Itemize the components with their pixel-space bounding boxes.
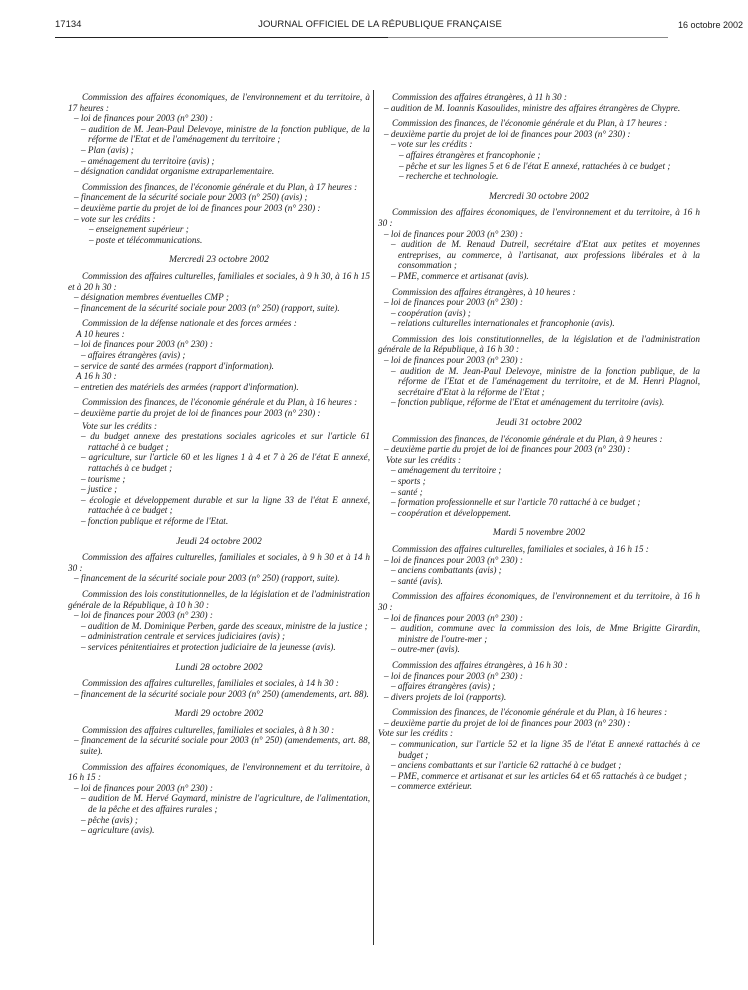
list-item: – financement de la sécurité sociale pour 2003 (n° 250) (rapport, suite).: [74, 302, 340, 313]
commission-heading: Commission des finances, de l'économie générale et du Plan, à 16 heures :: [392, 707, 668, 718]
list-item: – poste et télécommunications.: [89, 234, 203, 245]
commission-heading: Commission des affaires économiques, de l'environnement et du territoire, à 16 h 15 :: [68, 761, 370, 783]
commission-heading: Commission des affaires culturelles, familiales et sociales, à 16 h 15 :: [392, 543, 649, 554]
list-item: – loi de finances pour 2003 (n° 230) :: [74, 610, 213, 621]
list-item: – affaires étrangères (avis) ;: [391, 681, 496, 692]
right-column: [378, 87, 700, 792]
list-item: – loi de finances pour 2003 (n° 230) :: [384, 297, 523, 308]
list-item: – aménagement du territoire (avis) ;: [81, 155, 215, 166]
list-item: – recherche et technologie.: [399, 171, 499, 182]
day-heading: Mardi 29 octobre 2002: [174, 708, 264, 720]
list-item: – santé ;: [391, 486, 423, 497]
list-item: – deuxième partie du projet de loi de finances pour 2003 (n° 230) :: [384, 128, 631, 139]
list-item: – vote sur les crédits :: [391, 139, 473, 150]
list-item: – affaires étrangères et francophonie ;: [399, 149, 541, 160]
header-rule-light: [388, 37, 668, 38]
list-item: – entretien des matériels des armées (rapport d'information).: [74, 381, 299, 392]
list-item: – deuxième partie du projet de loi de finances pour 2003 (n° 230) :: [74, 408, 321, 419]
day-heading: Jeudi 24 octobre 2002: [176, 535, 262, 547]
page-number: 17134: [55, 19, 82, 30]
list-item: – audition de M. Jean-Paul Delevoye, ministre de la fonction publique, de la réforme de l'Etat et de l'aménagement du territoire, et de M. Henri Plagnol, secrétaire d'Etat à la réforme de l'Etat ;: [391, 365, 700, 397]
list-item: – désignation membres éventuelles CMP ;: [74, 292, 229, 303]
list-item: – financement de la sécurité sociale pour 2003 (n° 250) (rapport, suite).: [74, 573, 340, 584]
list-item: – audition de M. Jean-Paul Delevoye, ministre de la fonction publique, de la réforme de l'Etat et de l'aménagement du territoire ;: [81, 123, 370, 145]
commission-heading: Commission des affaires culturelles, familiales et sociales, à 9 h 30 et à 14 h 30 :: [68, 552, 370, 573]
commission-heading: Commission des affaires économiques, de l'environnement et du territoire, à 16 h 30 :: [378, 207, 700, 228]
list-item: – du budget annexe des prestations sociales agricoles et sur l'article 61 rattaché à ce budget ;: [81, 431, 370, 452]
commission-heading: Commission des finances, de l'économie générale et du Plan, à 16 heures :: [82, 397, 358, 408]
list-item: – deuxième partie du projet de loi de finances pour 2003 (n° 230) :: [384, 444, 631, 455]
list-item: – enseignement supérieur ;: [89, 224, 189, 235]
list-item: – désignation candidat organisme extraparlementaire.: [74, 166, 275, 177]
time-subheading: Vote sur les crédits :: [386, 454, 462, 465]
list-item: – relations culturelles internationales et francophonie (avis).: [391, 318, 615, 329]
list-item: – anciens combattants (avis) ;: [391, 565, 502, 576]
list-item: – audition de M. Dominique Perben, garde des sceaux, ministre de la justice ;: [81, 620, 368, 631]
list-item: – outre-mer (avis).: [391, 644, 460, 655]
commission-heading: Commission des finances, de l'économie générale et du Plan, à 17 heures :: [392, 118, 668, 129]
commission-heading: Commission de la défense nationale et des forces armées :: [82, 318, 297, 329]
list-item: – justice ;: [81, 484, 118, 495]
list-item: – Plan (avis) ;: [81, 144, 134, 155]
list-item: – vote sur les crédits :: [74, 213, 156, 224]
list-item: – PME, commerce et artisanat et sur les articles 64 et 65 rattachés à ce budget ;: [391, 770, 687, 781]
list-item: – financement de la sécurité sociale pour 2003 (n° 250) (amendements, art. 88, suite).: [74, 735, 370, 757]
list-item: – divers projets de loi (rapports).: [384, 691, 507, 702]
commission-heading: Commission des affaires culturelles, familiales et sociales, à 9 h 30, à 16 h 15 et à 20 h 30 :: [68, 270, 370, 292]
list-item: – pêche et sur les lignes 5 et 6 de l'état E annexé, rattachées à ce budget ;: [399, 160, 671, 171]
list-item: – services pénitentiaires et protection judiciaire de la jeunesse (avis).: [81, 641, 336, 652]
list-item: – coopération et développement.: [391, 507, 511, 518]
commission-heading: Commission des affaires culturelles, familiales et sociales, à 14 h 30 :: [82, 678, 339, 689]
left-column: [68, 87, 370, 836]
list-item: – deuxième partie du projet de loi de finances pour 2003 (n° 230) :: [384, 717, 631, 728]
list-item: – tourisme ;: [81, 473, 126, 484]
list-item: – anciens combattants et sur l'article 62 rattaché à ce budget ;: [391, 760, 622, 771]
commission-heading: Commission des finances, de l'économie générale et du Plan, à 9 heures :: [392, 433, 663, 444]
time-subheading: A 10 heures :: [76, 328, 125, 339]
list-item: – coopération (avis) ;: [391, 307, 471, 318]
list-item: – sports ;: [391, 476, 426, 486]
commission-heading: Commission des lois constitutionnelles, de la législation et de l'administration générale de la République, à 10 h 30 :: [68, 588, 370, 610]
list-item: – communication, sur l'article 52 et la ligne 35 de l'état E annexé rattachés à ce budget ;: [391, 739, 700, 760]
issue-date: 16 octobre 2002: [677, 20, 743, 30]
list-item: – loi de finances pour 2003 (n° 230) :: [74, 339, 213, 350]
day-heading: Lundi 28 octobre 2002: [175, 661, 263, 673]
list-item: – loi de finances pour 2003 (n° 230) :: [384, 554, 523, 565]
list-item: – audition de M. Renaud Dutreil, secrétaire d'Etat aux petites et moyennes entreprises, au commerce, à l'artisanat, aux professions libérales et à la consommation ;: [391, 239, 700, 271]
list-item: – agriculture, sur l'article 60 et les lignes 1 à 4 et 7 à 26 de l'état E annexé, rattachés à ce budget ;: [81, 452, 370, 473]
list-item: – loi de finances pour 2003 (n° 230) :: [384, 612, 523, 623]
list-item: – aménagement du territoire ;: [391, 465, 502, 476]
day-heading: Jeudi 31 octobre 2002: [496, 417, 582, 429]
time-subheading: A 16 h 30 :: [76, 371, 117, 382]
list-item: – PME, commerce et artisanat (avis).: [391, 270, 529, 281]
list-item: – fonction publique, réforme de l'Etat et aménagement du territoire (avis).: [391, 397, 665, 408]
list-item: – loi de finances pour 2003 (n° 230) :: [74, 782, 213, 793]
list-item: – affaires étrangères (avis) ;: [81, 350, 186, 361]
list-item: – écologie et développement durable et sur la ligne 33 de l'état E annexé, rattachée à ce budget ;: [81, 494, 370, 516]
list-item: – audition de M. Hervé Gaymard, ministre de l'agriculture, de l'alimentation, de la pêche et des affaires rurales ;: [81, 793, 370, 815]
column-divider: [373, 90, 374, 945]
commission-heading: Commission des finances, de l'économie générale et du Plan, à 17 heures :: [82, 181, 358, 192]
day-heading: Mercredi 23 octobre 2002: [169, 254, 269, 266]
list-item: – administration centrale et services judiciaires (avis) ;: [81, 631, 286, 642]
commission-heading: Commission des affaires culturelles, familiales et sociales, à 8 h 30 :: [82, 724, 335, 735]
commission-heading: Commission des affaires économiques, de l'environnement et du territoire, à 17 heures :: [68, 92, 370, 113]
list-item: – santé (avis).: [391, 575, 443, 586]
list-item: – audition de M. Ioannis Kasoulides, ministre des affaires étrangères de Chypre.: [384, 102, 681, 113]
commission-heading: Commission des affaires économiques, de l'environnement et du territoire, à 16 h 30 :: [378, 591, 700, 612]
list-item: – loi de finances pour 2003 (n° 230) :: [384, 355, 523, 366]
commission-heading: Commission des affaires étrangères, à 16 h 30 :: [392, 659, 568, 670]
list-item: – commerce extérieur.: [391, 781, 473, 792]
list-item: – deuxième partie du projet de loi de finances pour 2003 (n° 230) :: [74, 202, 321, 213]
commission-heading: Commission des affaires étrangères, à 10 heures :: [392, 286, 576, 297]
day-heading: Mardi 5 novembre 2002: [492, 527, 586, 539]
vote-subheading: Vote sur les crédits :: [82, 420, 158, 431]
journal-title: JOURNAL OFFICIEL DE LA RÉPUBLIQUE FRANÇAISE: [258, 19, 502, 30]
day-heading: Mercredi 30 octobre 2002: [489, 190, 589, 202]
list-item: – service de santé des armées (rapport d'information).: [74, 360, 274, 371]
list-item: – formation professionnelle et sur l'article 70 rattaché à ce budget ;: [391, 497, 641, 508]
list-item: – loi de finances pour 2003 (n° 230) :: [74, 113, 213, 124]
commission-heading: Commission des affaires étrangères, à 11 h 30 :: [392, 92, 567, 102]
list-item: – loi de finances pour 2003 (n° 230) :: [384, 228, 523, 239]
list-item: – financement de la sécurité sociale pour 2003 (n° 250) (avis) ;: [74, 192, 308, 203]
list-item: – fonction publique et réforme de l'Etat.: [81, 515, 229, 526]
commission-heading: Commission des lois constitutionnelles, de la législation et de l'administration générale de la République, à 16 h 30 :: [378, 333, 700, 355]
list-item: – loi de finances pour 2003 (n° 230) :: [384, 670, 523, 681]
list-item: – financement de la sécurité sociale pour 2003 (n° 250) (amendements, art. 88).: [74, 688, 369, 699]
list-item: – agriculture (avis).: [81, 825, 155, 836]
header-rule: [55, 37, 388, 38]
list-item: – pêche (avis) ;: [81, 814, 138, 825]
list-item: – audition, commune avec la commission des lois, de Mme Brigitte Girardin, ministre de l'outre-mer ;: [391, 623, 700, 644]
vote-subheading: Vote sur les crédits :: [378, 728, 454, 739]
